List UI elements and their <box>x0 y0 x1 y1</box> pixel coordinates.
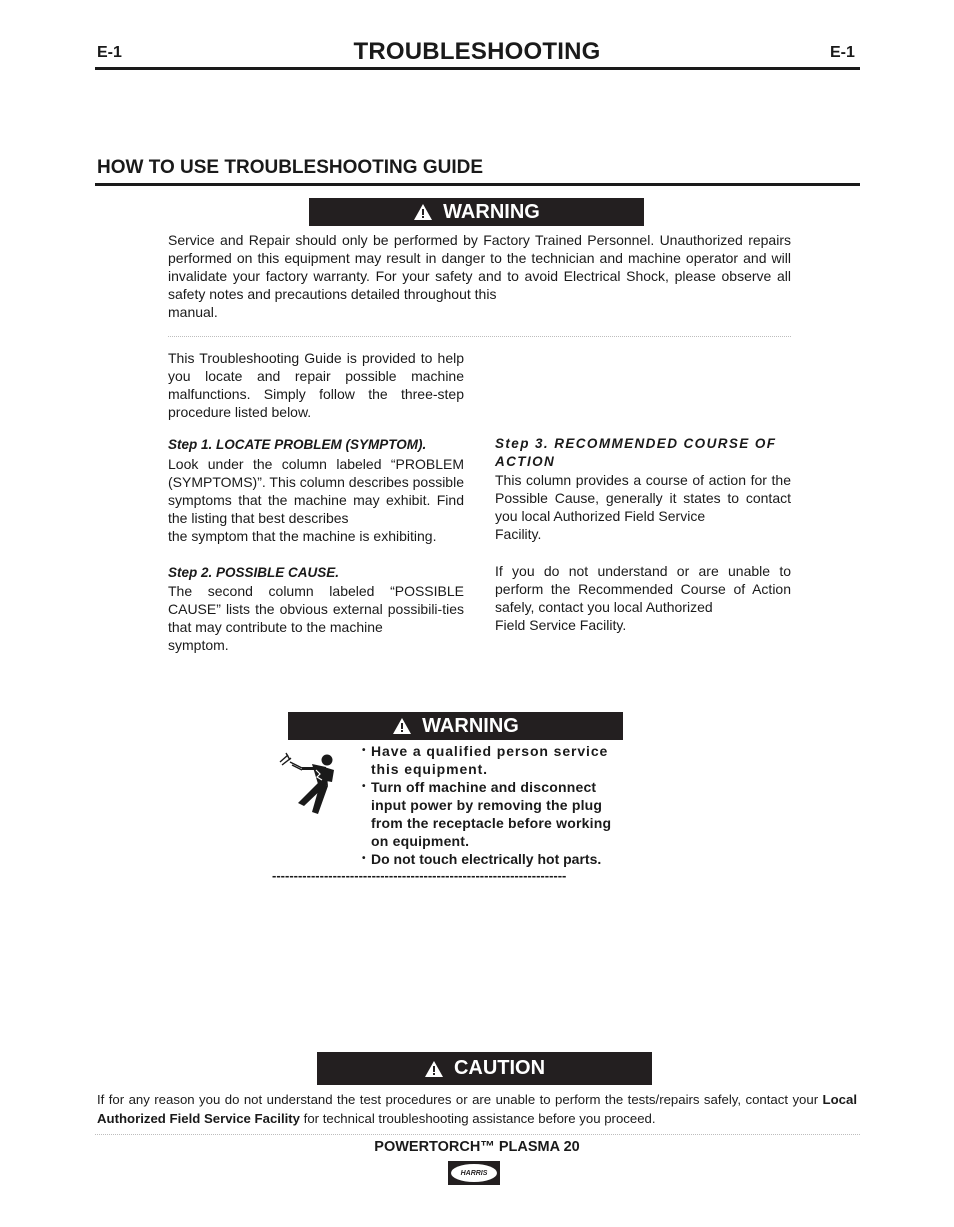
caution-text-before: If for any reason you do not understand the test procedures or are unable to perform the tests/repairs safely, contact your <box>97 1092 823 1107</box>
warning-triangle-icon <box>392 717 412 735</box>
warning-label-2: WARNING <box>422 714 519 737</box>
step3-text2-body: If you do not understand or are unable to perform the Recommended Course of Action safely, contact you local Authorized <box>495 563 791 615</box>
step1-text-end: the symptom that the machine is exhibiting. <box>168 528 437 544</box>
step3-text <box>495 471 791 543</box>
section-rule <box>95 183 860 186</box>
step3-text-body: This column provides a course of action for the Possible Cause, generally it states to contact you local Authorized Field Service <box>495 472 791 524</box>
harris-logo-text: HARRIS <box>460 1169 488 1177</box>
footer-rule <box>95 1134 860 1135</box>
caution-banner <box>317 1052 652 1085</box>
caution-text-bold: Local Authorized Field Service Facility <box>97 1092 857 1126</box>
warning-text <box>168 231 791 321</box>
step1-title: Step 1. LOCATE PROBLEM (SYMPTOM). <box>168 437 427 452</box>
step3-text2 <box>495 562 791 634</box>
warning-text-body: Service and Repair should only be performed by Factory Trained Personnel. Unauthorized repairs performed on this equipment may result in danger to the technician and machine operator and will invalidate your factory warranty. For your safety and to avoid Electrical Shock, please observe all safety notes and precautions detailed throughout this <box>168 232 791 302</box>
step3-title: Step 3. RECOMMENDED COURSE OF ACTION <box>495 436 777 469</box>
electric-shock-icon <box>276 750 356 818</box>
warning-banner-2 <box>288 712 623 740</box>
product-name: POWERTORCH™ PLASMA 20 <box>374 1139 580 1155</box>
caution-label: CAUTION <box>453 1057 546 1079</box>
page-number-right: E-1 <box>830 44 855 61</box>
step1-text-body: Look under the column labeled “PROBLEM (SYMPTOMS)”. This column describes possible symptoms that the machine may exhibit. Find the listing that best describes <box>168 456 464 526</box>
warning-item: • Turn off machine and disconnect input power by removing the plug from the receptacle before working on equipment. <box>362 778 625 850</box>
page-title: TROUBLESHOOTING <box>353 38 601 65</box>
warning-triangle-icon <box>413 203 433 221</box>
step2-text-body: The second column labeled “POSSIBLE CAUSE” lists the obvious external possibili-ties that may contribute to the machine <box>168 583 464 635</box>
warning-triangle-icon <box>424 1060 444 1078</box>
warning-label: WARNING <box>443 200 540 223</box>
warning-list <box>362 742 625 868</box>
warning-text-end: manual. <box>168 304 218 320</box>
harris-logo <box>448 1161 500 1185</box>
section-heading: HOW TO USE TROUBLESHOOTING GUIDE <box>97 157 483 178</box>
step2-title: Step 2. POSSIBLE CAUSE. <box>168 565 340 580</box>
step2-text-end: symptom. <box>168 637 229 653</box>
guide-intro: This Troubleshooting Guide is provided to help you locate and repair possible machine malfunctions. Simply follow the three-step procedure listed below. <box>168 350 464 420</box>
dashed-separator: -------------------------------------------------------------------- <box>272 868 567 883</box>
warning-banner <box>309 198 644 226</box>
step2-text <box>168 582 464 654</box>
warning-item: • Do not touch electrically hot parts. <box>362 850 625 868</box>
caution-text <box>97 1090 857 1128</box>
divider <box>168 336 791 337</box>
step3-text-end: Facility. <box>495 526 542 542</box>
warning-item: • Have a qualified person service this equipment. <box>362 742 625 778</box>
page-number-left: E-1 <box>97 44 122 61</box>
step1-text <box>168 455 464 545</box>
step3-text2-end: Field Service Facility. <box>495 617 627 633</box>
caution-text-after: for technical troubleshooting assistance before you proceed. <box>300 1111 656 1126</box>
header-rule <box>95 67 860 70</box>
